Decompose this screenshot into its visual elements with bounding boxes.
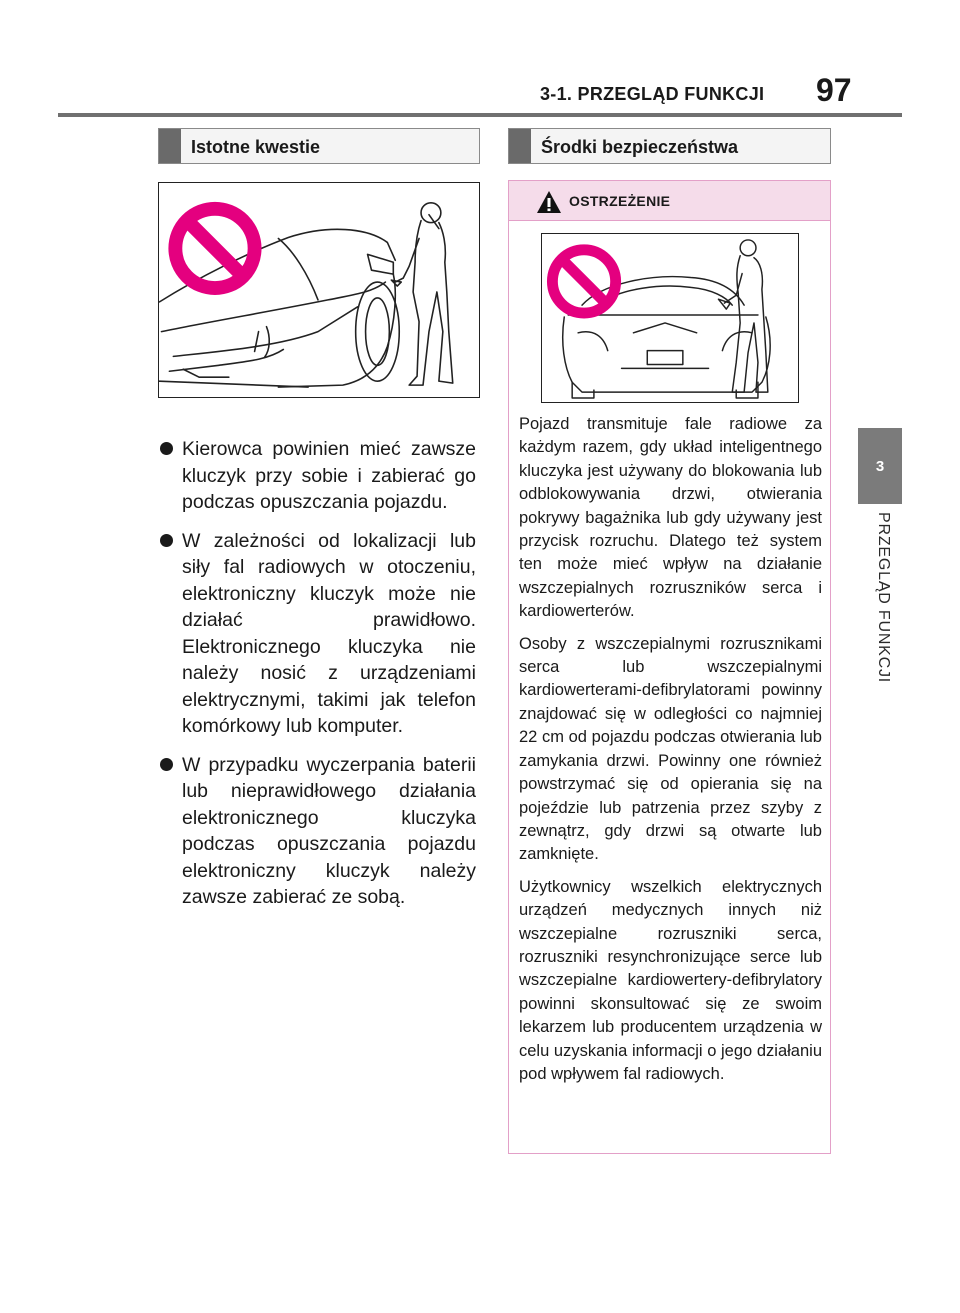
section-title: 3-1. PRZEGLĄD FUNKCJI [540, 84, 765, 104]
left-bullet-list [158, 436, 476, 923]
warning-box [508, 180, 831, 1154]
chapter-number: 3 [875, 457, 885, 475]
right-section-title: Środki bezpieczeństwa [541, 137, 739, 157]
warning-text [519, 413, 822, 1095]
smart-key-illustration [158, 182, 480, 398]
bullet-text: W przypadku wyczerpania baterii lub nieprawidłowego działania elektronicznego kluczyka podczas opuszczania pojazdu elektroniczny kluczyk należy zawsze zabierać ze sobą. [182, 753, 476, 908]
header-rule [58, 113, 902, 117]
pacemaker-warning-illustration [541, 233, 799, 403]
warning-label: OSTRZEŻENIE [569, 193, 671, 209]
warning-paragraph: Użytkownicy wszelkich elektrycznych urządzeń medycznych innych niż wszczepialne rozruszniki serca, rozruszniki resynchronizujące serce lub wszczepialne kardiowertery-defibrylatory powinni skonsultować się ze swoim lekarzem lub producentem urządzenia w celu uzyskania informacji o jego działaniu pod wpływem fal radiowych. [519, 877, 822, 1083]
left-section-title: Istotne kwestie [191, 137, 321, 157]
list-item [158, 752, 476, 911]
page-number: 97 [816, 72, 852, 108]
car-and-person-drawing [159, 183, 479, 397]
list-item [158, 436, 476, 516]
bullet-dot-icon [160, 758, 173, 771]
bullet-text: Kierowca powinien mieć zawsze kluczyk przy sobie i zabierać go podczas opuszczania pojazdu. [182, 438, 476, 513]
chapter-side-label: PRZEGLĄD FUNKCJI [875, 512, 892, 684]
right-section-header [508, 128, 831, 164]
prohibition-icon [175, 209, 254, 288]
warning-triangle-icon [536, 190, 562, 214]
list-item [158, 528, 476, 740]
bullet-dot-icon [160, 442, 173, 455]
chapter-tab[interactable] [858, 428, 902, 504]
warning-paragraph: Pojazd transmituje fale radiowe za każdym razem, gdy układ inteligentnego kluczyka jest używany do blokowania lub odblokowywania drzwi, otwierania pokrywy bagażnika lub gdy używany jest przycisk rozruchu. Dlatego też system ten może mieć wpływ na działanie wszczepialnych rozruszników serca i kardiowerterów. [519, 415, 822, 621]
bullet-text: W zależności od lokalizacji lub siły fal radiowych w otoczeniu, elektroniczny kluczyk może nie działać prawidłowo. Elektronicznego kluczyka nie należy nosić z urządzeniami elektrycznymi, takimi jak telefon komórkowy lub komputer. [182, 529, 476, 737]
bullet-dot-icon [160, 534, 173, 547]
warning-header [509, 181, 830, 221]
section-header-bar [509, 129, 531, 163]
warning-paragraph: Osoby z wszczepialnymi rozrusznikami serca lub wszczepialnymi kardiowerterami-defibrylatorami powinny znajdować się w odległości co najmniej 22 cm od pojazdu podczas otwierania lub zamykania drzwi. Powinny one również powstrzymać się od opierania się na pojeździe lub patrzenia przez szyby z zewnątrz, gdy drzwi są otwarte lub zamknięte. [519, 634, 822, 864]
section-header-bar [159, 129, 181, 163]
left-section-header [158, 128, 480, 164]
car-front-and-person-drawing [542, 234, 798, 402]
